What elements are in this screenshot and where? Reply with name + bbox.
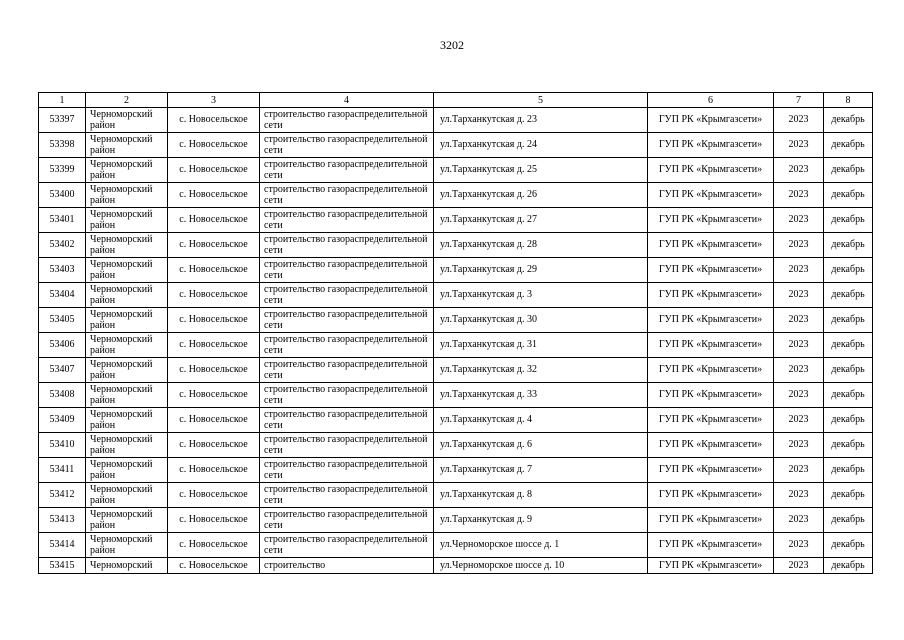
settlement-cell: с. Новосельское: [168, 258, 260, 283]
year-cell: 2023: [774, 508, 824, 533]
year-cell: 2023: [774, 183, 824, 208]
settlement-cell: с. Новосельское: [168, 158, 260, 183]
table-row: [39, 408, 873, 433]
work-type-cell: строительство газораспределительной сети: [260, 208, 434, 233]
district-cell: Черноморский район: [86, 208, 168, 233]
month-cell: декабрь: [824, 308, 873, 333]
settlement-cell: с. Новосельское: [168, 383, 260, 408]
address-cell: ул.Черноморское шоссе д. 10: [434, 558, 648, 574]
year-cell: 2023: [774, 133, 824, 158]
month-cell: декабрь: [824, 358, 873, 383]
month-cell: декабрь: [824, 508, 873, 533]
address-cell: ул.Тарханкутская д. 28: [434, 233, 648, 258]
district-cell: Черноморский район: [86, 183, 168, 208]
contractor-cell: ГУП РК «Крымгазсети»: [648, 258, 774, 283]
address-cell: ул.Тарханкутская д. 6: [434, 433, 648, 458]
contractor-cell: ГУП РК «Крымгазсети»: [648, 483, 774, 508]
contractor-cell: ГУП РК «Крымгазсети»: [648, 208, 774, 233]
settlement-cell: с. Новосельское: [168, 283, 260, 308]
year-cell: 2023: [774, 283, 824, 308]
address-cell: ул.Тарханкутская д. 8: [434, 483, 648, 508]
work-type-cell: строительство газораспределительной сети: [260, 158, 434, 183]
table-row: [39, 133, 873, 158]
month-cell: декабрь: [824, 533, 873, 558]
row-number-cell: 53410: [39, 433, 86, 458]
settlement-cell: с. Новосельское: [168, 533, 260, 558]
contractor-cell: ГУП РК «Крымгазсети»: [648, 108, 774, 133]
work-type-cell: строительство газораспределительной сети: [260, 308, 434, 333]
column-header: 3: [168, 93, 260, 108]
year-cell: 2023: [774, 433, 824, 458]
table-row: [39, 558, 873, 574]
district-cell: Черноморский район: [86, 233, 168, 258]
address-cell: ул.Тарханкутская д. 33: [434, 383, 648, 408]
table-row: [39, 333, 873, 358]
year-cell: 2023: [774, 558, 824, 574]
settlement-cell: с. Новосельское: [168, 408, 260, 433]
month-cell: декабрь: [824, 283, 873, 308]
year-cell: 2023: [774, 458, 824, 483]
row-number-cell: 53409: [39, 408, 86, 433]
address-cell: ул.Тарханкутская д. 31: [434, 333, 648, 358]
work-type-cell: строительство: [260, 558, 434, 574]
address-cell: ул.Тарханкутская д. 24: [434, 133, 648, 158]
settlement-cell: с. Новосельское: [168, 108, 260, 133]
work-type-cell: строительство газораспределительной сети: [260, 108, 434, 133]
district-cell: Черноморский район: [86, 383, 168, 408]
month-cell: декабрь: [824, 133, 873, 158]
column-header: 2: [86, 93, 168, 108]
work-type-cell: строительство газораспределительной сети: [260, 333, 434, 358]
row-number-cell: 53397: [39, 108, 86, 133]
work-type-cell: строительство газораспределительной сети: [260, 358, 434, 383]
year-cell: 2023: [774, 333, 824, 358]
work-type-cell: строительство газораспределительной сети: [260, 283, 434, 308]
address-cell: ул.Тарханкутская д. 25: [434, 158, 648, 183]
table-row: [39, 508, 873, 533]
work-type-cell: строительство газораспределительной сети: [260, 483, 434, 508]
settlement-cell: с. Новосельское: [168, 483, 260, 508]
contractor-cell: ГУП РК «Крымгазсети»: [648, 383, 774, 408]
contractor-cell: ГУП РК «Крымгазсети»: [648, 308, 774, 333]
address-cell: ул.Тарханкутская д. 4: [434, 408, 648, 433]
row-number-cell: 53400: [39, 183, 86, 208]
contractor-cell: ГУП РК «Крымгазсети»: [648, 408, 774, 433]
settlement-cell: с. Новосельское: [168, 308, 260, 333]
page-number: 3202: [440, 38, 464, 52]
table-row: [39, 183, 873, 208]
contractor-cell: ГУП РК «Крымгазсети»: [648, 533, 774, 558]
contractor-cell: ГУП РК «Крымгазсети»: [648, 133, 774, 158]
table-row: [39, 458, 873, 483]
district-cell: Черноморский район: [86, 408, 168, 433]
district-cell: Черноморский район: [86, 458, 168, 483]
year-cell: 2023: [774, 358, 824, 383]
settlement-cell: с. Новосельское: [168, 458, 260, 483]
contractor-cell: ГУП РК «Крымгазсети»: [648, 233, 774, 258]
row-number-cell: 53405: [39, 308, 86, 333]
column-header: 7: [774, 93, 824, 108]
district-cell: Черноморский район: [86, 133, 168, 158]
work-type-cell: строительство газораспределительной сети: [260, 383, 434, 408]
district-cell: Черноморский район: [86, 483, 168, 508]
work-type-cell: строительство газораспределительной сети: [260, 183, 434, 208]
settlement-cell: с. Новосельское: [168, 208, 260, 233]
month-cell: декабрь: [824, 233, 873, 258]
month-cell: декабрь: [824, 108, 873, 133]
column-header: 1: [39, 93, 86, 108]
settlement-cell: с. Новосельское: [168, 558, 260, 574]
month-cell: декабрь: [824, 208, 873, 233]
table-row: [39, 533, 873, 558]
address-cell: ул.Тарханкутская д. 7: [434, 458, 648, 483]
district-cell: Черноморский район: [86, 333, 168, 358]
district-cell: Черноморский район: [86, 433, 168, 458]
month-cell: декабрь: [824, 183, 873, 208]
row-number-cell: 53401: [39, 208, 86, 233]
district-cell: Черноморский район: [86, 358, 168, 383]
registry-table: [38, 92, 873, 574]
work-type-cell: строительство газораспределительной сети: [260, 458, 434, 483]
month-cell: декабрь: [824, 458, 873, 483]
table-row: [39, 258, 873, 283]
year-cell: 2023: [774, 158, 824, 183]
year-cell: 2023: [774, 258, 824, 283]
address-cell: ул.Тарханкутская д. 23: [434, 108, 648, 133]
contractor-cell: ГУП РК «Крымгазсети»: [648, 158, 774, 183]
contractor-cell: ГУП РК «Крымгазсети»: [648, 508, 774, 533]
contractor-cell: ГУП РК «Крымгазсети»: [648, 183, 774, 208]
table-row: [39, 283, 873, 308]
settlement-cell: с. Новосельское: [168, 358, 260, 383]
registry-table-body: [39, 93, 873, 574]
year-cell: 2023: [774, 108, 824, 133]
table-row: [39, 433, 873, 458]
row-number-cell: 53407: [39, 358, 86, 383]
table-row: [39, 233, 873, 258]
row-number-cell: 53412: [39, 483, 86, 508]
year-cell: 2023: [774, 408, 824, 433]
row-number-cell: 53413: [39, 508, 86, 533]
settlement-cell: с. Новосельское: [168, 183, 260, 208]
work-type-cell: строительство газораспределительной сети: [260, 533, 434, 558]
column-header: 6: [648, 93, 774, 108]
address-cell: ул.Тарханкутская д. 9: [434, 508, 648, 533]
contractor-cell: ГУП РК «Крымгазсети»: [648, 283, 774, 308]
contractor-cell: ГУП РК «Крымгазсети»: [648, 333, 774, 358]
table-row: [39, 108, 873, 133]
row-number-cell: 53403: [39, 258, 86, 283]
month-cell: декабрь: [824, 558, 873, 574]
work-type-cell: строительство газораспределительной сети: [260, 133, 434, 158]
work-type-cell: строительство газораспределительной сети: [260, 233, 434, 258]
address-cell: ул.Тарханкутская д. 27: [434, 208, 648, 233]
work-type-cell: строительство газораспределительной сети: [260, 408, 434, 433]
contractor-cell: ГУП РК «Крымгазсети»: [648, 458, 774, 483]
address-cell: ул.Тарханкутская д. 26: [434, 183, 648, 208]
year-cell: 2023: [774, 533, 824, 558]
month-cell: декабрь: [824, 433, 873, 458]
address-cell: ул.Тарханкутская д. 30: [434, 308, 648, 333]
year-cell: 2023: [774, 483, 824, 508]
work-type-cell: строительство газораспределительной сети: [260, 258, 434, 283]
row-number-cell: 53402: [39, 233, 86, 258]
month-cell: декабрь: [824, 258, 873, 283]
table-row: [39, 158, 873, 183]
column-header: 5: [434, 93, 648, 108]
address-cell: ул.Черноморское шоссе д. 1: [434, 533, 648, 558]
settlement-cell: с. Новосельское: [168, 508, 260, 533]
district-cell: Черноморский район: [86, 533, 168, 558]
row-number-cell: 53408: [39, 383, 86, 408]
row-number-cell: 53414: [39, 533, 86, 558]
header-row: [39, 93, 873, 108]
settlement-cell: с. Новосельское: [168, 233, 260, 258]
month-cell: декабрь: [824, 483, 873, 508]
column-header: 4: [260, 93, 434, 108]
year-cell: 2023: [774, 208, 824, 233]
settlement-cell: с. Новосельское: [168, 433, 260, 458]
district-cell: Черноморский: [86, 558, 168, 574]
district-cell: Черноморский район: [86, 508, 168, 533]
row-number-cell: 53399: [39, 158, 86, 183]
table-row: [39, 383, 873, 408]
row-number-cell: 53406: [39, 333, 86, 358]
settlement-cell: с. Новосельское: [168, 133, 260, 158]
row-number-cell: 53411: [39, 458, 86, 483]
work-type-cell: строительство газораспределительной сети: [260, 433, 434, 458]
row-number-cell: 53415: [39, 558, 86, 574]
table-row: [39, 308, 873, 333]
row-number-cell: 53398: [39, 133, 86, 158]
district-cell: Черноморский район: [86, 108, 168, 133]
district-cell: Черноморский район: [86, 308, 168, 333]
address-cell: ул.Тарханкутская д. 29: [434, 258, 648, 283]
month-cell: декабрь: [824, 158, 873, 183]
district-cell: Черноморский район: [86, 258, 168, 283]
contractor-cell: ГУП РК «Крымгазсети»: [648, 433, 774, 458]
district-cell: Черноморский район: [86, 283, 168, 308]
contractor-cell: ГУП РК «Крымгазсети»: [648, 358, 774, 383]
settlement-cell: с. Новосельское: [168, 333, 260, 358]
year-cell: 2023: [774, 308, 824, 333]
table-row: [39, 358, 873, 383]
address-cell: ул.Тарханкутская д. 3: [434, 283, 648, 308]
district-cell: Черноморский район: [86, 158, 168, 183]
table-row: [39, 208, 873, 233]
contractor-cell: ГУП РК «Крымгазсети»: [648, 558, 774, 574]
row-number-cell: 53404: [39, 283, 86, 308]
work-type-cell: строительство газораспределительной сети: [260, 508, 434, 533]
table-row: [39, 483, 873, 508]
address-cell: ул.Тарханкутская д. 32: [434, 358, 648, 383]
year-cell: 2023: [774, 233, 824, 258]
month-cell: декабрь: [824, 408, 873, 433]
column-header: 8: [824, 93, 873, 108]
month-cell: декабрь: [824, 383, 873, 408]
month-cell: декабрь: [824, 333, 873, 358]
year-cell: 2023: [774, 383, 824, 408]
